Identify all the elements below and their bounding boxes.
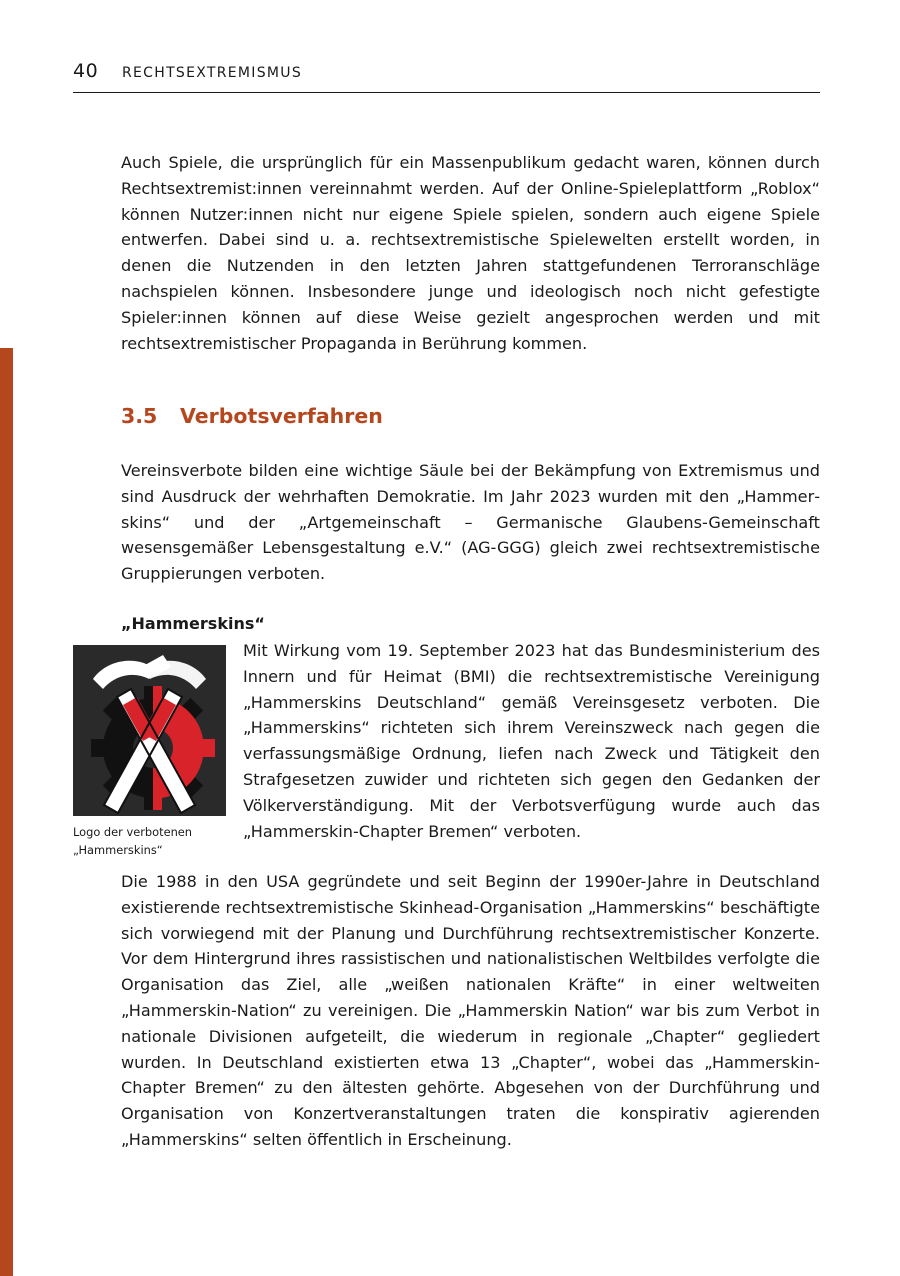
running-head-title: RECHTSEXTREMISMUS xyxy=(122,65,303,81)
side-accent-bar xyxy=(0,348,13,1276)
page-number: 40 xyxy=(73,60,99,82)
paragraph-verbot-hammerskins: Mit Wirkung vom 19. September 2023 hat das Bundesministerium des Innern und für Heimat (BMI) die rechtsextremistische Vereinigung „Hammerskins Deutschland“ gemäß Vereinsgesetz verboten. Die „Hammerskins“ richteten sich ihrem Vereinszweck nach gegen die verfassungsmäßige Ordnung, liefen nach Zweck und Tätigkeit den Strafgesetzen zuwider und richteten sich gegen den Gedanken der Völkerverständigung. Mit der Verbotsverfügung wurde auch das „Hammerskin-Chapter Bremen“ verboten. xyxy=(243,641,820,841)
paragraph-intro: Auch Spiele, die ursprünglich für ein Massenpublikum gedacht waren, können durch Rechtsextremist:innen vereinnahmt werden. Auf der Online-Spieleplattform „Roblox“ können Nutzer:innen nicht nur eigene Spiele spielen, sondern auch eigene Spiele entwerfen. Dabei sind u. a. rechtsextremistische Spielewelten erstellt worden, in denen die Nutzenden in den letzten Jahren stattgefundenen Terroranschläge nachspielen können. Insbesondere junge und ideologisch noch nicht gefestigte Spieler:innen können auf diese Weise gezielt angesprochen werden und mit rechtsextremistischer Propaganda in Berührung kommen. xyxy=(121,153,820,353)
hammerskins-logo-icon xyxy=(73,645,226,816)
paragraph-verbote: Vereinsverbote bilden eine wichtige Säule bei der Bekämpfung von Extremismus und sind Ausdruck der wehrhaften Demokratie. Im Jahr 2023 wurden mit den „Hammerskins“ und der „Artgemeinschaft – Germanische Glaubens-Gemeinschaft wesensgemäßer Lebensgestaltung e.V.“ (AG-GGG) gleich zwei rechtsextremistische Gruppierungen verboten. xyxy=(121,461,820,584)
section-title: Verbotsverfahren xyxy=(180,404,383,428)
section-number: 3.5 xyxy=(121,404,158,428)
subheading-hammerskins: „Hammerskins“ xyxy=(121,614,265,633)
figure-caption xyxy=(73,824,233,859)
caption-line-2: „Hammerskins“ xyxy=(73,842,163,857)
paragraph-history: Die 1988 in den USA gegründete und seit Beginn der 1990er-Jahre in Deutschland existierende rechtsextremistische Skinhead-Organisation „Hammerskins“ beschäftigte sich vorwiegend mit der Planung und Durchführung rechtsextremistischer Konzerte. Vor dem Hintergrund ihres rassistischen und nationalistischen Weltbildes verfolgte die Organisation das Ziel, alle „weißen nationalen Kräfte“ in einer weltweiten „Hammerskin-Nation“ zu vereinigen. Die „Hammerskin Nation“ war bis zum Verbot in nationale Divisionen aufgeteilt, die wiederum in regionale „Chapter“ gegliedert wurden. In Deutschland existierten etwa 13 „Chapter“, wobei das „Hammerskin-Chapter Bremen“ zu den ältesten gehörte. Abgesehen von der Durchführung und Organisation von Konzertveranstaltungen traten die konspirativ agierenden „Hammerskins“ selten öffentlich in Erscheinung. xyxy=(121,872,820,1149)
running-head xyxy=(73,58,820,93)
caption-line-1: Logo der verbotenen xyxy=(73,825,193,839)
section-heading xyxy=(121,404,383,428)
